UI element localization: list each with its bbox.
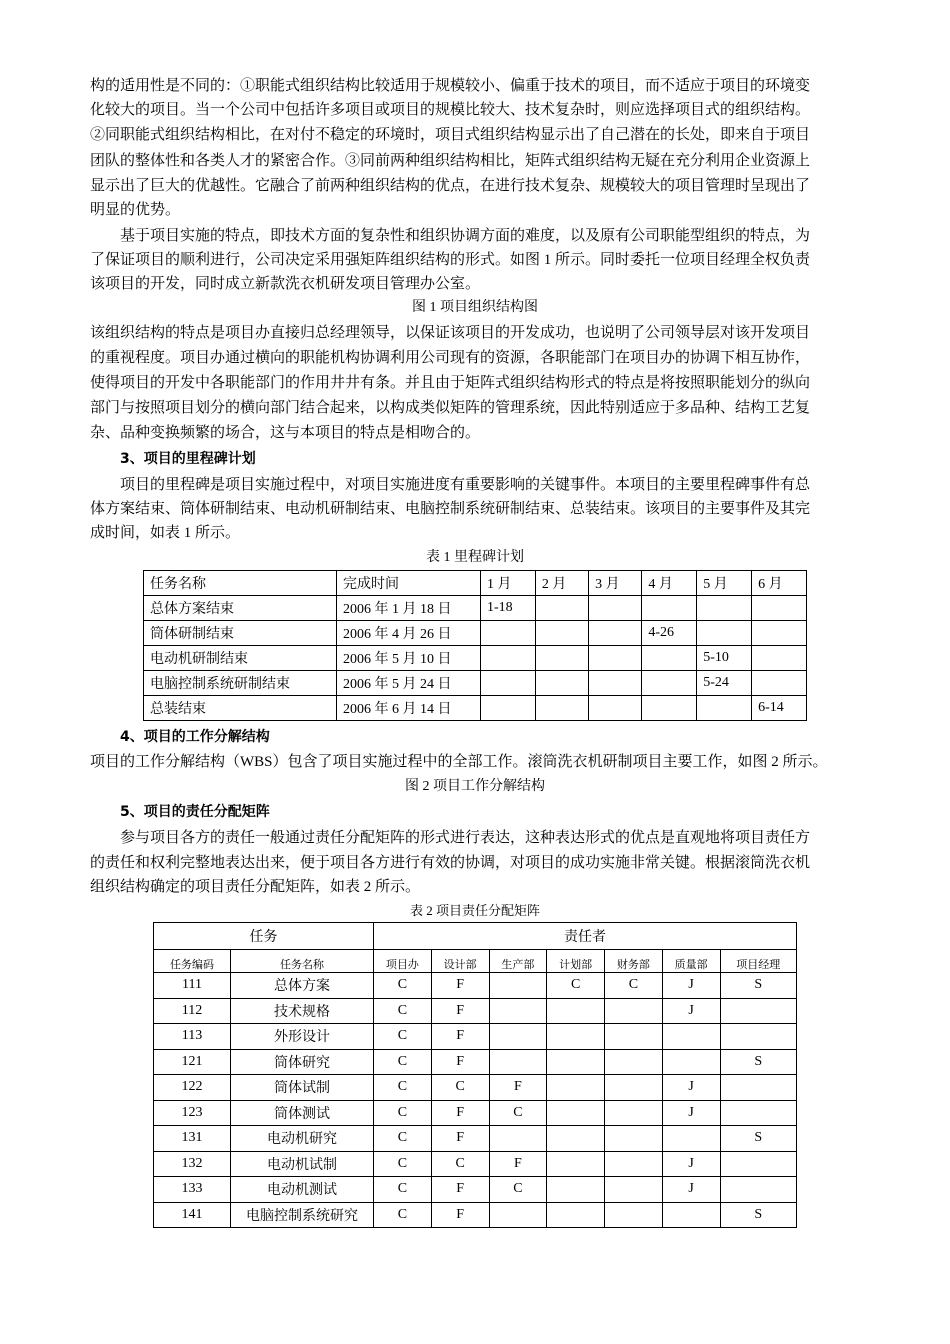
table-cell: [605, 1177, 663, 1203]
table-cell: F: [431, 1049, 489, 1075]
table-cell: J: [662, 1177, 720, 1203]
paragraph-line: 使得项目的开发中各职能部门的作用井井有条。并且由于矩阵式组织结构形式的特点是将按照职能划分的纵向: [90, 375, 811, 391]
table-cell: 筒体测试: [231, 1100, 374, 1126]
paragraph-line: 该组织结构的特点是项目办直接归总经理领导，以保证该项目的开发成功，也说明了公司领导层对该开发项目: [90, 325, 811, 341]
group-header-row: [154, 923, 797, 950]
table-cell: [752, 621, 807, 646]
table-cell: [589, 596, 642, 621]
table-cell: [589, 621, 642, 646]
table-cell: C: [374, 1126, 432, 1152]
table-cell: C: [374, 1202, 432, 1228]
table-cell: [605, 1151, 663, 1177]
table-row: [154, 1100, 797, 1126]
table-row: [154, 1202, 797, 1228]
table-cell: [547, 998, 605, 1024]
table-cell: [535, 646, 588, 671]
header-cell: 设计部: [431, 950, 489, 973]
table-cell: [605, 1126, 663, 1152]
header-cell: 任务编码: [154, 950, 231, 973]
table-cell: [662, 1049, 720, 1075]
table-row: [154, 1075, 797, 1101]
table-cell: 2006 年 1 月 18 日: [337, 596, 481, 621]
table-cell: 133: [154, 1177, 231, 1203]
table-cell: [642, 646, 697, 671]
intro-line: 化较大的项目。当一个公司中包括许多项目或项目的规模比较大、技术复杂时，则应选择项目式的组织结构。: [90, 102, 811, 118]
table-row: [154, 1049, 797, 1075]
paragraph-line: 了保证项目的顺利进行，公司决定采用强矩阵组织结构的形式。如图 1 所示。同时委托一位项目经理全权负责: [90, 252, 811, 268]
table-cell: [481, 646, 536, 671]
table-cell: 电脑控制系统研制结束: [144, 671, 337, 696]
paragraph-line: 杂、品种变换频繁的场合，这与本项目的特点是相吻合的。: [90, 425, 481, 441]
table-cell: F: [489, 1075, 547, 1101]
header-cell: 质量部: [662, 950, 720, 973]
table-cell: [547, 1075, 605, 1101]
table-cell: 5-10: [697, 646, 752, 671]
table-cell: F: [431, 1177, 489, 1203]
table-cell: [605, 998, 663, 1024]
table-cell: J: [662, 1151, 720, 1177]
paragraph-line: 的责任和权利完整地表达出来，便于项目各方进行有效的协调，对项目的成功实施非常关键。根据滚筒洗衣机: [90, 855, 811, 871]
table-cell: [697, 696, 752, 721]
table-cell: 总装结束: [144, 696, 337, 721]
table-1-caption: 表 1 里程碑计划: [426, 550, 524, 565]
table-row: [144, 671, 807, 696]
section-heading-5: 5、项目的责任分配矩阵: [120, 804, 270, 820]
table-cell: 外形设计: [231, 1024, 374, 1050]
table-cell: [605, 1202, 663, 1228]
header-cell: 计划部: [547, 950, 605, 973]
table-cell: [720, 1177, 797, 1203]
intro-line: ②同职能式组织结构相比，在对付不稳定的环境时，项目式组织结构显示出了自己潜在的长处，即来自于项目: [90, 127, 811, 143]
header-cell: 生产部: [489, 950, 547, 973]
table-cell: [720, 1151, 797, 1177]
table-cell: 电动机研究: [231, 1126, 374, 1152]
table-cell: [605, 1024, 663, 1050]
milestone-table: [143, 570, 807, 721]
table-cell: F: [431, 998, 489, 1024]
table-cell: [697, 596, 752, 621]
table-cell: [481, 621, 536, 646]
paragraph-line: 项目的里程碑是项目实施过程中，对项目实施进度有重要影响的关键事件。本项目的主要里程碑事件有总: [120, 477, 811, 493]
table-cell: 113: [154, 1024, 231, 1050]
table-cell: C: [374, 1024, 432, 1050]
table-cell: C: [605, 973, 663, 999]
table-cell: [752, 646, 807, 671]
table-cell: [547, 1100, 605, 1126]
table-row: [144, 696, 807, 721]
table-row: [144, 621, 807, 646]
table-row: [154, 1151, 797, 1177]
paragraph-line: 部门与按照项目划分的横向部门结合起来，以构成类似矩阵的管理系统，因此特别适应于多品种、结构工艺复: [90, 400, 811, 416]
table-cell: 电动机测试: [231, 1177, 374, 1203]
table-cell: 筒体试制: [231, 1075, 374, 1101]
table-cell: [535, 671, 588, 696]
table-cell: 131: [154, 1126, 231, 1152]
table-cell: F: [431, 1126, 489, 1152]
table-cell: [720, 1100, 797, 1126]
table-cell: [662, 1024, 720, 1050]
table-cell: 电动机研制结束: [144, 646, 337, 671]
table-cell: [547, 1126, 605, 1152]
table-row: [154, 973, 797, 999]
table-2-caption: 表 2 项目责任分配矩阵: [409, 903, 540, 918]
section-heading-4: 4、项目的工作分解结构: [120, 729, 270, 745]
table-cell: J: [662, 973, 720, 999]
table-cell: F: [431, 1024, 489, 1050]
table-cell: J: [662, 1075, 720, 1101]
table-cell: [489, 1126, 547, 1152]
table-row: [144, 596, 807, 621]
table-cell: [535, 596, 588, 621]
table-cell: C: [374, 1100, 432, 1126]
table-cell: S: [720, 1126, 797, 1152]
table-cell: [752, 671, 807, 696]
table-cell: 132: [154, 1151, 231, 1177]
responsibility-matrix-table: [153, 922, 797, 1228]
table-cell: 2006 年 4 月 26 日: [337, 621, 481, 646]
table-cell: C: [489, 1100, 547, 1126]
header-cell: 6 月: [752, 571, 807, 596]
table-cell: [589, 646, 642, 671]
table-cell: C: [374, 1049, 432, 1075]
header-cell: 项目办: [374, 950, 432, 973]
table-cell: [547, 1151, 605, 1177]
table-row: [154, 1024, 797, 1050]
paragraph-line: 组织结构确定的项目责任分配矩阵，如表 2 所示。: [90, 879, 421, 895]
paragraph-line: 基于项目实施的特点，即技术方面的复杂性和组织协调方面的难度，以及原有公司职能型组织的特点，为: [120, 228, 811, 244]
table-cell: 122: [154, 1075, 231, 1101]
table-cell: [605, 1100, 663, 1126]
table-cell: C: [547, 973, 605, 999]
table-cell: [720, 1075, 797, 1101]
table-cell: [547, 1202, 605, 1228]
table-cell: [662, 1126, 720, 1152]
paragraph-line: 的重视程度。项目办通过横向的职能机构协调利用公司现有的资源，各职能部门在项目办的协调下相互协作，: [90, 350, 811, 366]
table-cell: C: [374, 973, 432, 999]
header-cell: 1 月: [481, 571, 536, 596]
header-cell: 2 月: [535, 571, 588, 596]
table-cell: [642, 696, 697, 721]
table-cell: [489, 1049, 547, 1075]
header-cell: 完成时间: [337, 571, 481, 596]
table-cell: 总体方案: [231, 973, 374, 999]
intro-line: 构的适用性是不同的：①职能式组织结构比较适用于规模较小、偏重于技术的项目，而不适应于项目的环境变: [90, 78, 811, 94]
table-cell: [605, 1075, 663, 1101]
figure-1-caption: 图 1 项目组织结构图: [412, 300, 538, 315]
table-cell: 141: [154, 1202, 231, 1228]
table-cell: 筒体研制结束: [144, 621, 337, 646]
table-cell: 121: [154, 1049, 231, 1075]
table-cell: C: [431, 1151, 489, 1177]
table-cell: [642, 596, 697, 621]
paragraph-line: 参与项目各方的责任一般通过责任分配矩阵的形式进行表达，这种表达形式的优点是直观地将项目责任方: [120, 830, 811, 846]
figure-2-caption: 图 2 项目工作分解结构: [405, 779, 545, 794]
table-header-row: [154, 950, 797, 973]
table-cell: [489, 998, 547, 1024]
table-row: [154, 998, 797, 1024]
table-cell: 111: [154, 973, 231, 999]
header-cell: 4 月: [642, 571, 697, 596]
paragraph-line: 项目的工作分解结构（WBS）包含了项目实施过程中的全部工作。滚筒洗衣机研制项目主要工作，如图 2 所示。: [90, 754, 828, 770]
table-cell: [481, 696, 536, 721]
table-cell: 6-14: [752, 696, 807, 721]
table-cell: [642, 671, 697, 696]
table-cell: [720, 1024, 797, 1050]
table-cell: F: [431, 973, 489, 999]
table-cell: 技术规格: [231, 998, 374, 1024]
paragraph-line: 体方案结束、筒体研制结束、电动机研制结束、电脑控制系统研制结束、总装结束。该项目的主要事件及其完: [90, 501, 811, 517]
paragraph-line: 成时间，如表 1 所示。: [90, 525, 241, 541]
table-cell: 2006 年 6 月 14 日: [337, 696, 481, 721]
table-cell: C: [431, 1075, 489, 1101]
table-cell: 112: [154, 998, 231, 1024]
header-cell: 任务名称: [231, 950, 374, 973]
table-cell: C: [374, 1177, 432, 1203]
table-cell: 5-24: [697, 671, 752, 696]
table-cell: C: [374, 1075, 432, 1101]
group-header-responsible: 责任者: [374, 923, 797, 950]
intro-line: 明显的优势。: [90, 202, 181, 218]
header-cell: 任务名称: [144, 571, 337, 596]
table-cell: 电动机试制: [231, 1151, 374, 1177]
table-row: [154, 1126, 797, 1152]
table-cell: [547, 1049, 605, 1075]
table-cell: [547, 1177, 605, 1203]
table-cell: 1-18: [481, 596, 536, 621]
table-cell: 4-26: [642, 621, 697, 646]
table-cell: 总体方案结束: [144, 596, 337, 621]
table-cell: [489, 1202, 547, 1228]
table-cell: S: [720, 973, 797, 999]
table-cell: J: [662, 998, 720, 1024]
table-cell: [752, 596, 807, 621]
intro-line: 显示出了巨大的优越性。它融合了前两种组织结构的优点，在进行技术复杂、规模较大的项目管理时呈现出了: [90, 178, 811, 194]
table-cell: [481, 671, 536, 696]
table-cell: [697, 621, 752, 646]
table-cell: S: [720, 1202, 797, 1228]
table-cell: [535, 696, 588, 721]
table-cell: 123: [154, 1100, 231, 1126]
header-cell: 财务部: [605, 950, 663, 973]
table-cell: [547, 1024, 605, 1050]
group-header-task: 任务: [154, 923, 374, 950]
table-cell: F: [431, 1202, 489, 1228]
table-cell: C: [374, 1151, 432, 1177]
table-cell: [589, 696, 642, 721]
table-cell: F: [489, 1151, 547, 1177]
table-cell: 2006 年 5 月 24 日: [337, 671, 481, 696]
table-row: [144, 646, 807, 671]
table-cell: C: [374, 998, 432, 1024]
table-header-row: [144, 571, 807, 596]
intro-line: 团队的整体性和各类人才的紧密合作。③同前两种组织结构相比，矩阵式组织结构无疑在充分利用企业资源上: [90, 153, 811, 169]
paragraph-line: 该项目的开发，同时成立新款洗衣机研发项目管理办公室。: [90, 276, 481, 292]
table-cell: [605, 1049, 663, 1075]
table-cell: J: [662, 1100, 720, 1126]
table-cell: [589, 671, 642, 696]
section-heading-3: 3、项目的里程碑计划: [120, 451, 256, 467]
header-cell: 3 月: [589, 571, 642, 596]
table-cell: [662, 1202, 720, 1228]
header-cell: 5 月: [697, 571, 752, 596]
table-cell: [489, 973, 547, 999]
header-cell: 项目经理: [720, 950, 797, 973]
table-cell: [720, 998, 797, 1024]
table-cell: 2006 年 5 月 10 日: [337, 646, 481, 671]
table-cell: S: [720, 1049, 797, 1075]
table-cell: 电脑控制系统研究: [231, 1202, 374, 1228]
table-row: [154, 1177, 797, 1203]
table-cell: 筒体研究: [231, 1049, 374, 1075]
table-cell: [489, 1024, 547, 1050]
table-cell: F: [431, 1100, 489, 1126]
table-cell: [535, 621, 588, 646]
table-cell: C: [489, 1177, 547, 1203]
